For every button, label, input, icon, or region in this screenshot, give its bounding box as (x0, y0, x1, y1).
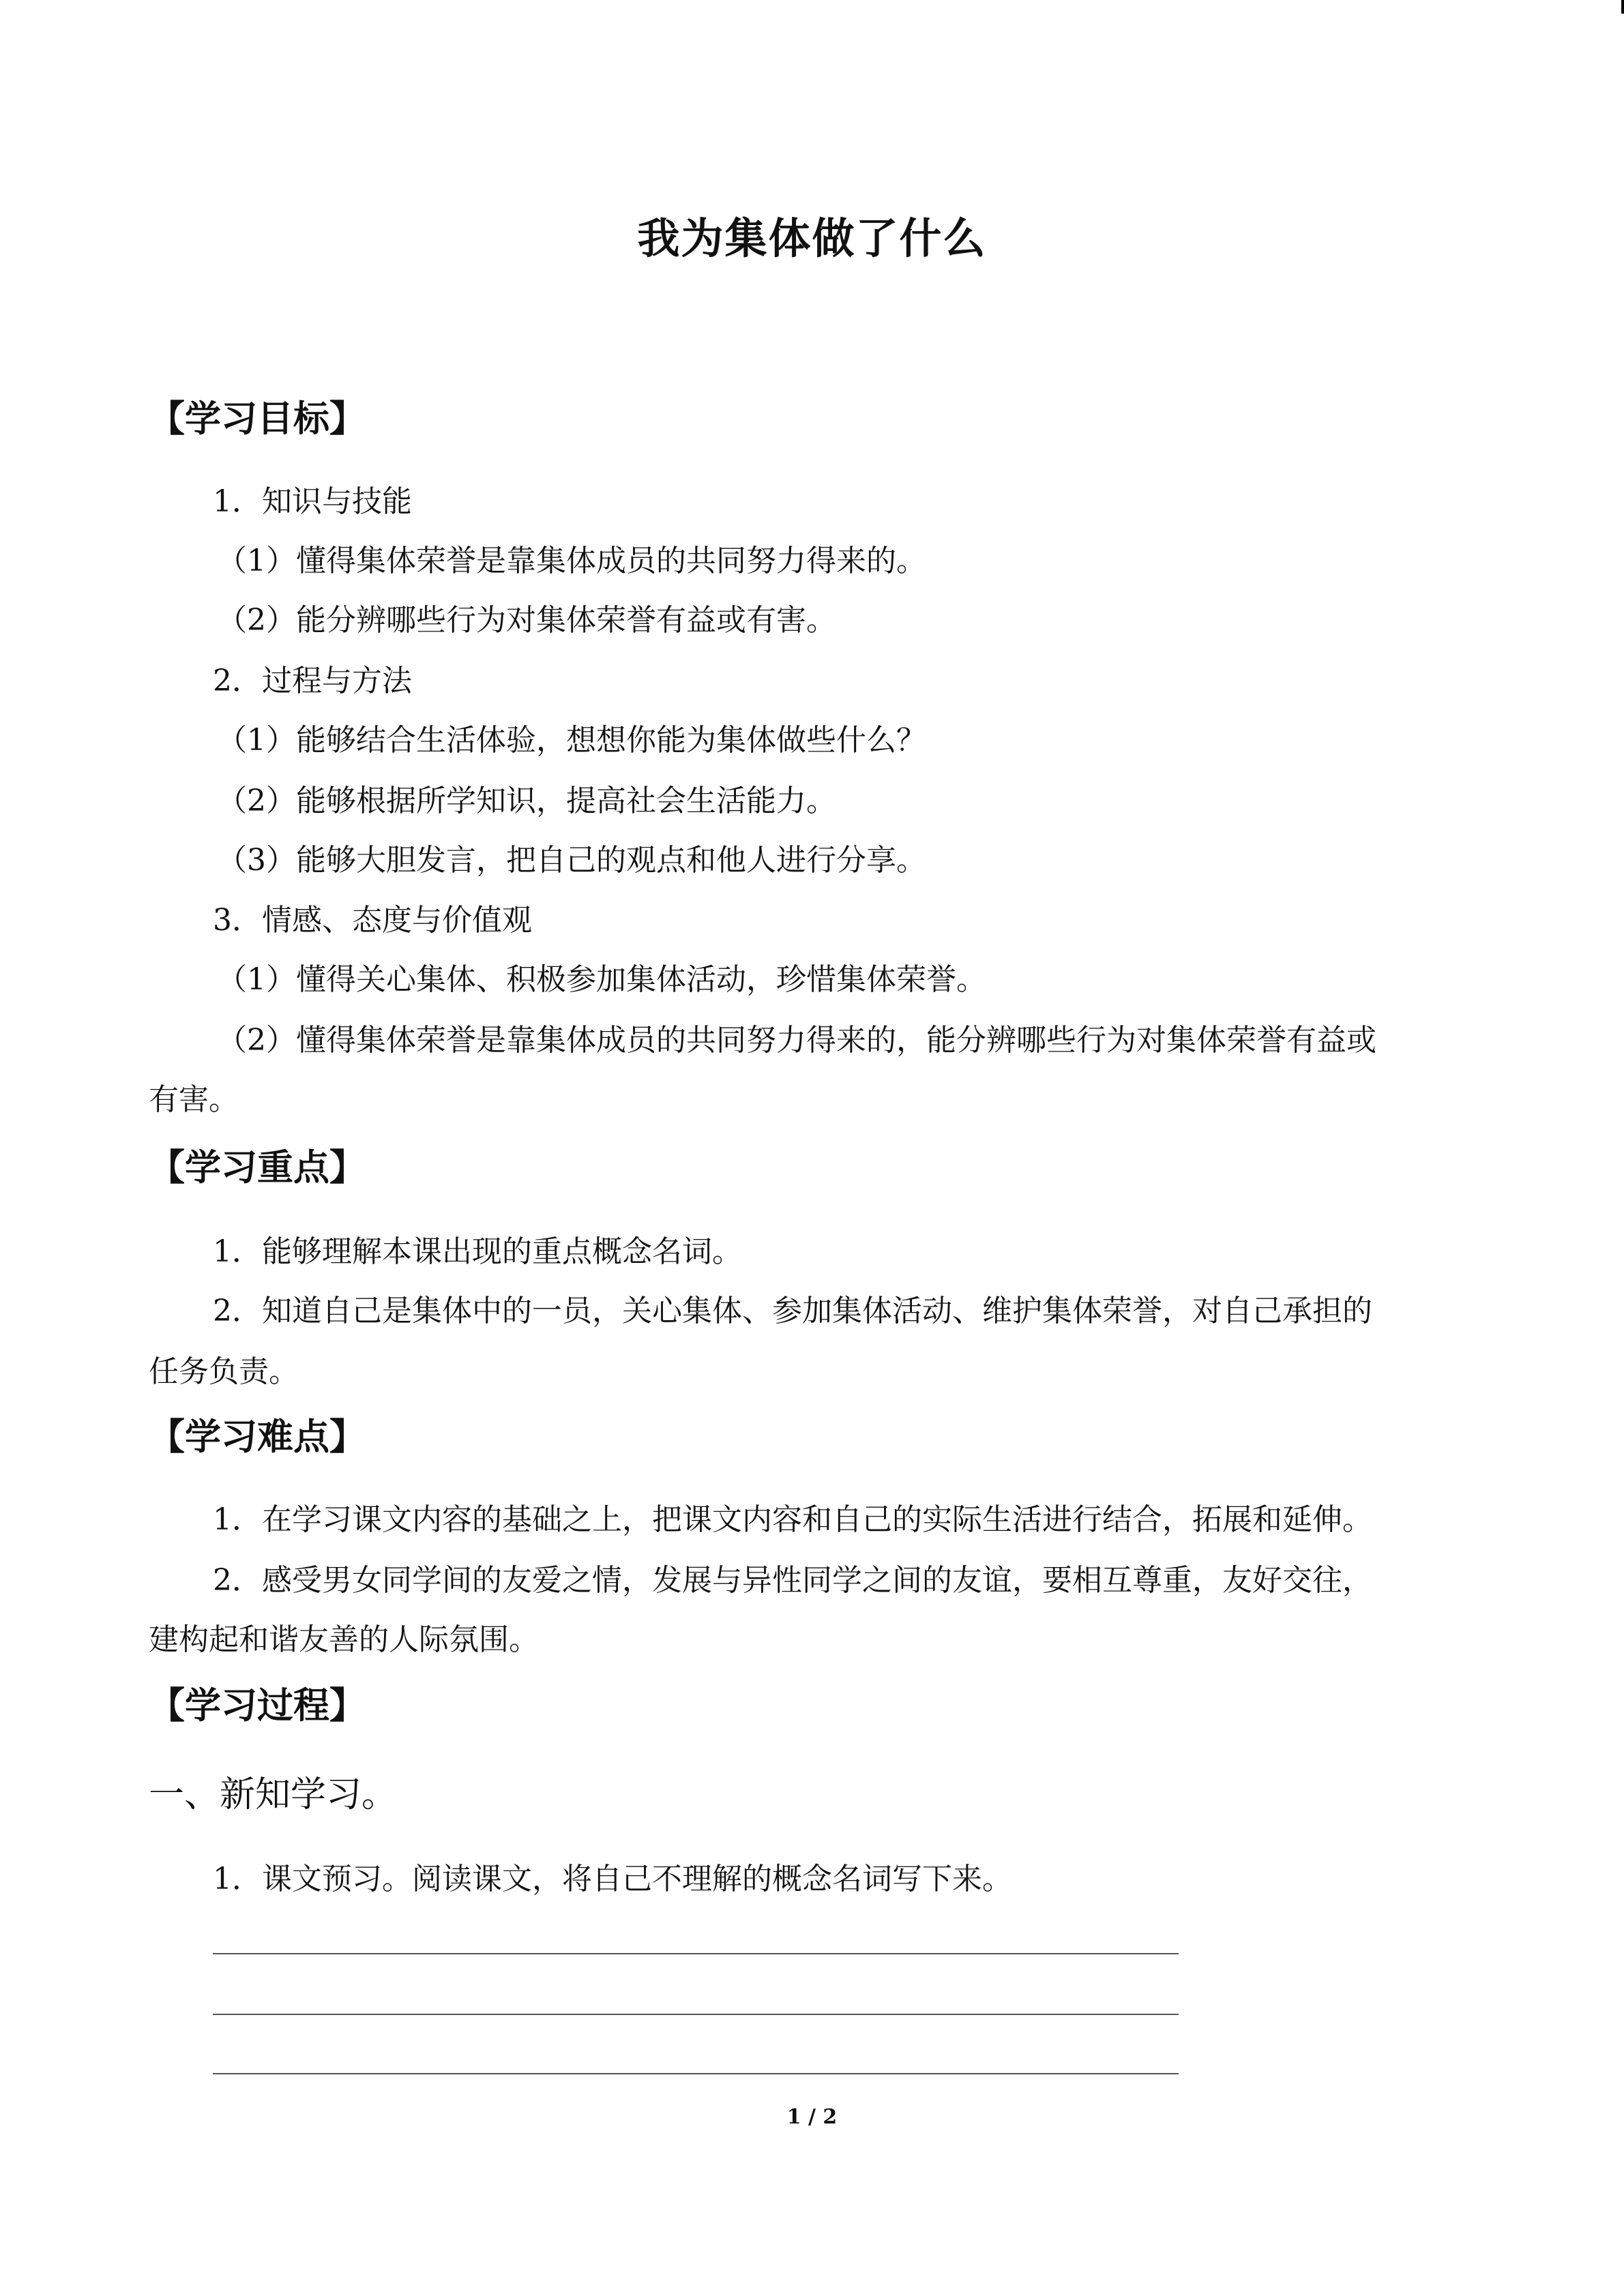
objectives-line: 1．知识与技能 (213, 484, 412, 519)
process-part-one-heading: 一、新知学习。 (149, 1774, 398, 1815)
difficulties-line: 建构起和谐友善的人际氛围。 (149, 1622, 539, 1657)
objectives-line: （2）能分辨哪些行为对集体荣誉有益或有害。 (217, 603, 836, 638)
difficulties-heading: 【学习难点】 (149, 1416, 366, 1458)
objectives-heading: 【学习目标】 (149, 398, 366, 440)
key-points-line: 任务负责。 (149, 1354, 299, 1389)
answer-line (213, 2014, 1179, 2015)
objectives-line: 3．情感、态度与价值观 (213, 903, 532, 938)
process-heading: 【学习过程】 (149, 1685, 366, 1727)
key-points-heading: 【学习重点】 (149, 1147, 366, 1189)
answer-line (213, 2073, 1179, 2074)
process-task-one: 1．课文预习。阅读课文，将自己不理解的概念名词写下来。 (213, 1862, 1012, 1896)
objectives-line: 有害。 (149, 1082, 239, 1117)
objectives-line: （2）能够根据所学知识，提高社会生活能力。 (217, 784, 836, 818)
objectives-line: （3）能够大胆发言，把自己的观点和他人进行分享。 (217, 843, 926, 878)
objectives-line: （2）懂得集体荣誉是靠集体成员的共同努力得来的，能分辨哪些行为对集体荣誉有益或 (217, 1023, 1376, 1058)
key-points-line: 2．知道自己是集体中的一员，关心集体、参加集体活动、维护集体荣誉，对自己承担的 (213, 1294, 1372, 1328)
objectives-line: （1）懂得集体荣誉是靠集体成员的共同努力得来的。 (217, 543, 926, 578)
page-edge-mark (1621, 0, 1624, 14)
page-number: 1 / 2 (786, 2105, 838, 2129)
objectives-line: （1）懂得关心集体、积极参加集体活动，珍惜集体荣誉。 (217, 962, 986, 997)
answer-line (213, 1953, 1179, 1954)
objectives-line: （1）能够结合生活体验，想想你能为集体做些什么？ (217, 723, 926, 758)
difficulties-line: 2．感受男女同学间的友爱之情，发展与异性同学之间的友谊，要相互尊重，友好交往， (213, 1563, 1372, 1598)
objectives-line: 2．过程与方法 (213, 664, 412, 698)
key-points-line: 1．能够理解本课出现的重点概念名词。 (213, 1234, 742, 1269)
difficulties-line: 1．在学习课文内容的基础之上，把课文内容和自己的实际生活进行结合，拓展和延伸。 (213, 1502, 1372, 1537)
page-title: 我为集体做了什么 (637, 213, 987, 263)
